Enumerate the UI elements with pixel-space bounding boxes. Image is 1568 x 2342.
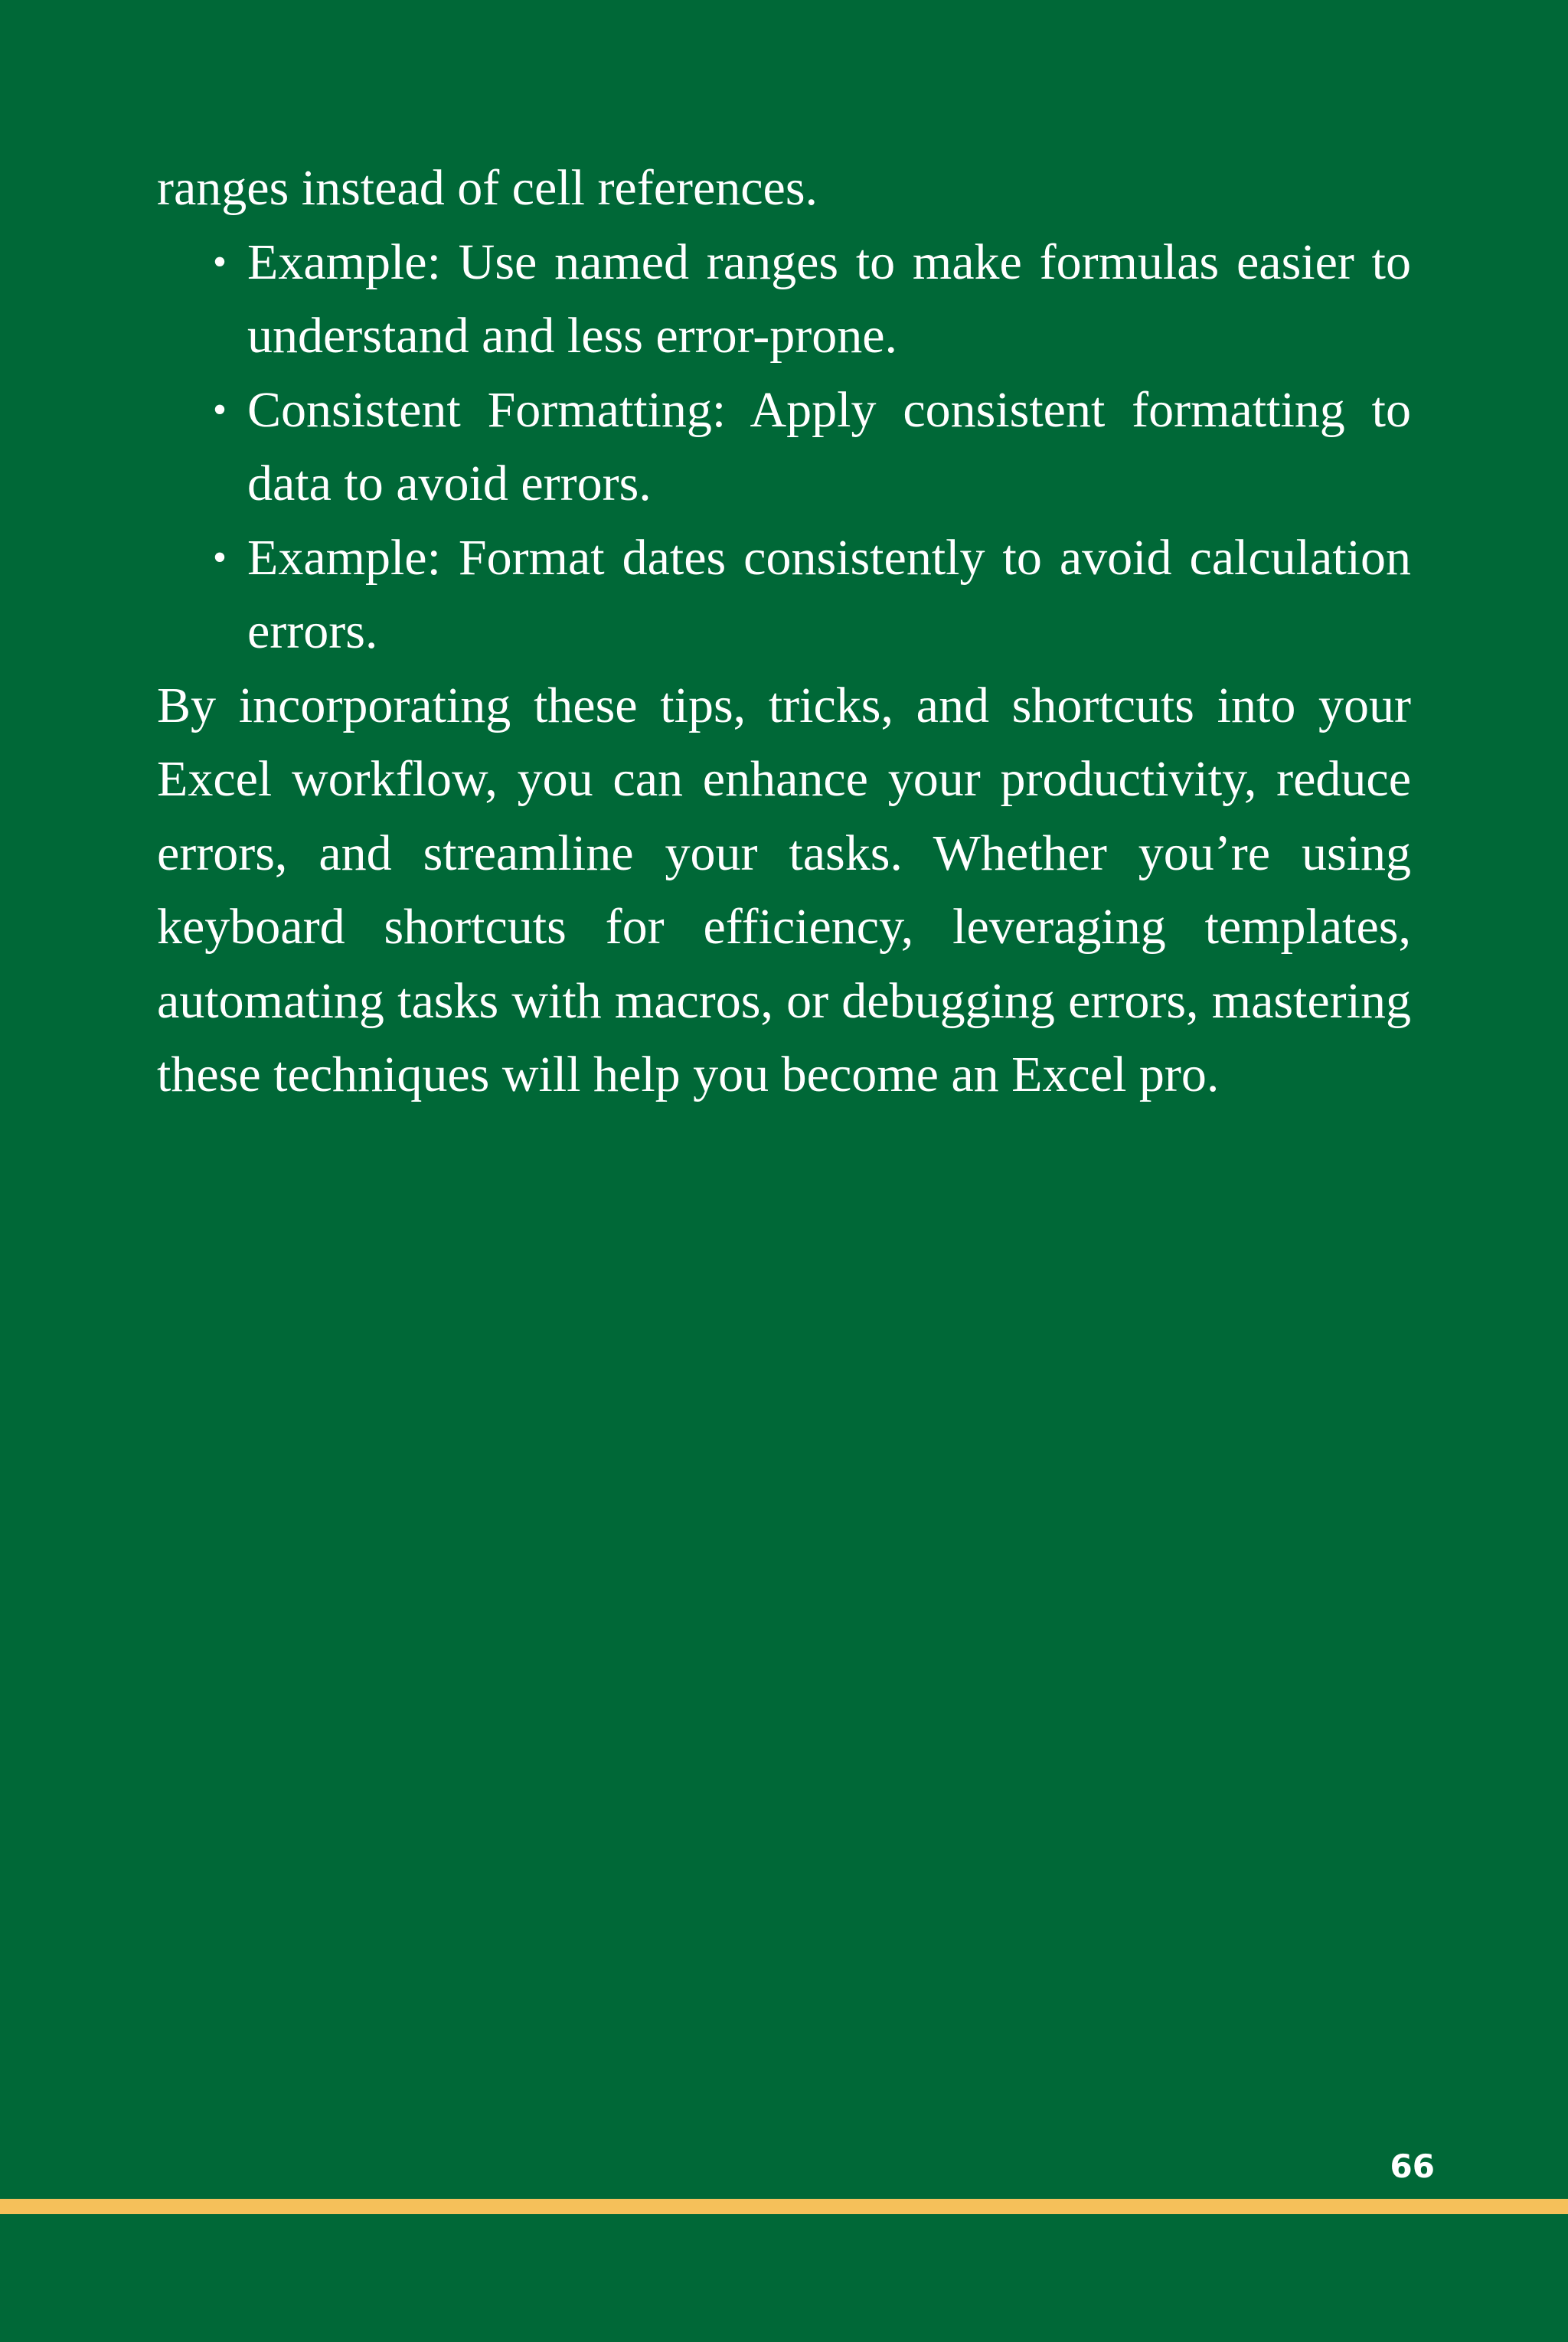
bullet-text: Example: Format dates consistently to avoid calculation errors. — [247, 529, 1411, 659]
bullet-icon: • — [212, 387, 227, 432]
bullet-icon: • — [212, 240, 227, 284]
page-number: 66 — [1390, 2148, 1435, 2185]
bullet-list — [157, 226, 1411, 669]
bullet-text: Consistent Formatting: Apply consistent formatting to data to avoid errors. — [247, 381, 1411, 511]
footer-divider — [0, 2199, 1568, 2214]
bullet-icon: • — [212, 535, 227, 580]
closing-paragraph: By incorporating these tips, tricks, and shortcuts into your Excel workflow, you can enhance your productivity, reduce errors, and streamline your tasks. Whether you’re using keyboard shortcuts for efficiency, leveraging templates, automating tasks with macros, or debugging errors, mastering these techniques will help you become an Excel pro. — [157, 677, 1411, 1102]
bullet-text: Example: Use named ranges to make formulas easier to understand and less error-prone. — [247, 234, 1411, 364]
bullet-item — [157, 521, 1411, 669]
body-text — [157, 152, 1411, 1112]
bullet-item — [157, 226, 1411, 374]
bullet-item — [157, 374, 1411, 521]
intro-line: ranges instead of cell references. — [157, 160, 818, 216]
